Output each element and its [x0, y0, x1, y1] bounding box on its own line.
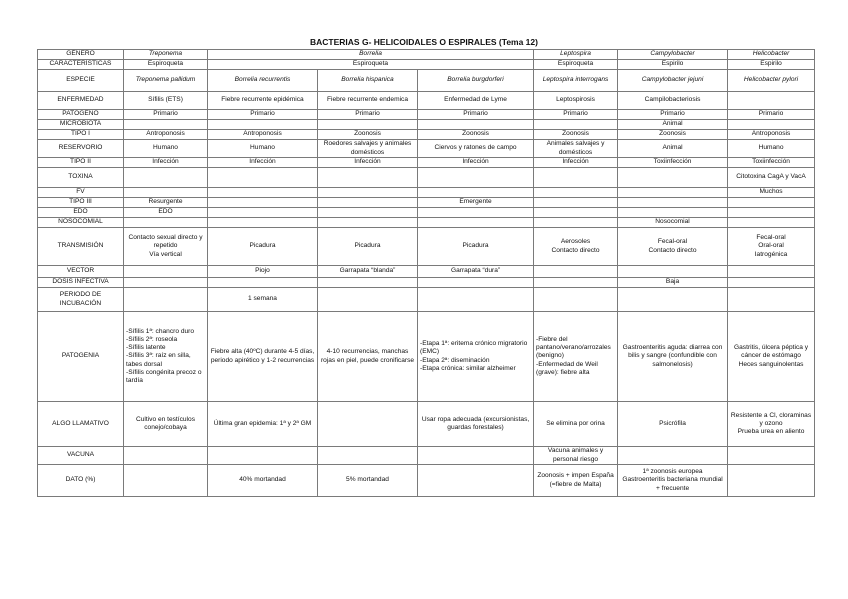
table-cell [728, 198, 815, 208]
row-label: GÉNERO [38, 50, 124, 60]
table-cell: Espiroqueta [124, 60, 208, 70]
row-label: TRANSMISIÓN [38, 228, 124, 266]
table-cell: Fiebre alta (40ºC) durante 4-5 días, periodo apirético y 1-2 recurrencias [208, 312, 318, 402]
table-row [38, 158, 815, 168]
row-label: TOXINA [38, 168, 124, 188]
table-cell: Zoonosis [318, 130, 418, 140]
table-row [38, 218, 815, 228]
row-label: DATO (%) [38, 465, 124, 497]
table-cell: Helicobacter pylori [728, 70, 815, 92]
table-cell: Antroponosis [728, 130, 815, 140]
table-cell: Helicobacter [728, 50, 815, 60]
table-row [38, 70, 815, 92]
table-cell: Borrelia burgdorferi [418, 70, 534, 92]
table-cell: Gastritis, úlcera péptica y cáncer de estómago Heces sanguinolentas [728, 312, 815, 402]
table-cell: Infección [208, 158, 318, 168]
table-cell: Animal [618, 140, 728, 158]
row-label: ESPECIE [38, 70, 124, 92]
table-cell: Humano [728, 140, 815, 158]
row-label: VACUNA [38, 447, 124, 465]
table-cell: Garrapata “dura” [418, 266, 534, 278]
table-cell: 5% mortandad [318, 465, 418, 497]
table-cell: Garrapata “blanda” [318, 266, 418, 278]
row-label: DOSIS INFECTIVA [38, 278, 124, 288]
table-row [38, 198, 815, 208]
row-label: MICROBIOTA [38, 120, 124, 130]
table-cell: Animales salvajes y domésticos [534, 140, 618, 158]
table-cell: Primario [418, 110, 534, 120]
table-cell [618, 188, 728, 198]
table-cell [728, 266, 815, 278]
table-cell: Leptospira interrogans [534, 70, 618, 92]
table-cell [318, 218, 418, 228]
table-cell [124, 218, 208, 228]
row-label: CARACTERÍSTICAS [38, 60, 124, 70]
row-label: VECTOR [38, 266, 124, 278]
table-cell: 1ª zoonosis europea Gastroenteritis bacteriana mundial + frecuente [618, 465, 728, 497]
table-cell [618, 208, 728, 218]
table-cell [534, 278, 618, 288]
table-cell [418, 120, 534, 130]
table-row [38, 208, 815, 218]
table-cell: 40% mortandad [208, 465, 318, 497]
table-cell [208, 208, 318, 218]
table-cell [534, 288, 618, 312]
table-cell: Nosocomial [618, 218, 728, 228]
table-cell [534, 266, 618, 278]
table-cell: Leptospira [534, 50, 618, 60]
table-cell [534, 198, 618, 208]
table-cell [418, 208, 534, 218]
table-row [38, 168, 815, 188]
table-cell: Infección [318, 158, 418, 168]
table-cell [534, 168, 618, 188]
table-cell: Fiebre recurrente epidémica [208, 92, 318, 110]
table-cell: Animal [618, 120, 728, 130]
table-cell [318, 198, 418, 208]
table-cell [124, 188, 208, 198]
table-cell: Usar ropa adecuada (excursionistas, guardas forestales) [418, 402, 534, 447]
table-cell: Gastroenteritis aguda: diarrea con bilis y sangre (confundible con salmonelosis) [618, 312, 728, 402]
table-title: BACTERIAS G- HELICOIDALES O ESPIRALES (Tema 12) [310, 37, 538, 47]
table-cell: Piojo [208, 266, 318, 278]
table-cell: Primario [208, 110, 318, 120]
table-cell [728, 278, 815, 288]
table-cell [728, 120, 815, 130]
table-cell: Espiroqueta [534, 60, 618, 70]
table-cell [728, 208, 815, 218]
row-label: PATÓGENO [38, 110, 124, 120]
table-cell [534, 188, 618, 198]
table-cell [208, 120, 318, 130]
table-row [38, 50, 815, 60]
table-cell: Resurgente [124, 198, 208, 208]
table-row [38, 465, 815, 497]
table-row [38, 130, 815, 140]
table-cell: Borrelia [208, 50, 534, 60]
table-cell: 4-10 recurrencias, manchas rojas en piel, puede cronificarse [318, 312, 418, 402]
table-cell: Borrelia hispanica [318, 70, 418, 92]
table-cell [728, 447, 815, 465]
row-label: TIPO II [38, 158, 124, 168]
table-row [38, 188, 815, 198]
table-cell [318, 168, 418, 188]
table-row [38, 228, 815, 266]
table-cell [618, 447, 728, 465]
table-cell [208, 198, 318, 208]
table-cell: Humano [208, 140, 318, 158]
table-cell: Primario [318, 110, 418, 120]
table-row [38, 278, 815, 288]
table-row [38, 312, 815, 402]
table-cell: Fiebre recurrente endemica [318, 92, 418, 110]
table-cell [618, 266, 728, 278]
table-cell [418, 288, 534, 312]
table-cell [728, 465, 815, 497]
row-label: EDO [38, 208, 124, 218]
table-cell: Espirilo [618, 60, 728, 70]
table-row [38, 60, 815, 70]
table-cell: Roedores salvajes y animales domésticos [318, 140, 418, 158]
table-cell: Antroponosis [124, 130, 208, 140]
table-cell: Sífilis (ETS) [124, 92, 208, 110]
table-cell [418, 447, 534, 465]
table-cell: Campylobacter jejuni [618, 70, 728, 92]
table-cell: 1 semana [208, 288, 318, 312]
table-cell: Zoonosis [618, 130, 728, 140]
row-label: NOSOCOMIAL [38, 218, 124, 228]
row-label: TIPO I [38, 130, 124, 140]
row-label: RESERVORIO [38, 140, 124, 158]
table-cell: Leptospirosis [534, 92, 618, 110]
table-cell [418, 278, 534, 288]
table-cell [124, 288, 208, 312]
table-cell: Psicrófila [618, 402, 728, 447]
table-row [38, 110, 815, 120]
bacteria-table [37, 49, 815, 497]
table-cell: Picadura [318, 228, 418, 266]
table-cell: Citotoxina CagA y VacA [728, 168, 815, 188]
table-cell: Fecal-oral Contacto directo [618, 228, 728, 266]
table-cell [728, 288, 815, 312]
table-cell [124, 278, 208, 288]
table-cell: Treponema pallidum [124, 70, 208, 92]
table-cell: Antroponosis [208, 130, 318, 140]
table-cell: Treponema [124, 50, 208, 60]
table-cell [208, 188, 318, 198]
table-cell [318, 288, 418, 312]
row-label: TIPO III [38, 198, 124, 208]
row-label: PERIODO DE INCUBACIÓN [38, 288, 124, 312]
table-cell [318, 208, 418, 218]
table-row [38, 140, 815, 158]
table-cell: Baja [618, 278, 728, 288]
table-cell [208, 278, 318, 288]
table-cell: Enfermedad de Lyme [418, 92, 534, 110]
table-cell: Toxiinfección [728, 158, 815, 168]
table-cell: Espirilo [728, 60, 815, 70]
table-cell [418, 188, 534, 198]
table-cell: Espiroqueta [208, 60, 534, 70]
table-cell: Campylobacter [618, 50, 728, 60]
table-cell [618, 168, 728, 188]
table-cell [124, 266, 208, 278]
table-cell [418, 465, 534, 497]
table-cell: Muchos [728, 188, 815, 198]
table-cell [124, 120, 208, 130]
table-cell [318, 278, 418, 288]
table-cell: Humano [124, 140, 208, 158]
table-cell: Campilobacteriosis [618, 92, 728, 110]
table-cell [728, 92, 815, 110]
table-row [38, 288, 815, 312]
table-cell [618, 198, 728, 208]
table-cell: Resistente a Cl, cloraminas y ozono Prueba urea en aliento [728, 402, 815, 447]
table-row [38, 266, 815, 278]
table-cell [124, 168, 208, 188]
table-cell: -Fiebre del pantano/verano/arrozales (benigno) -Enfermedad de Weil (grave): fiebre alta [534, 312, 618, 402]
table-cell [418, 218, 534, 228]
table-cell [208, 168, 318, 188]
table-cell: Ciervos y ratones de campo [418, 140, 534, 158]
table-cell: Zoonosis [418, 130, 534, 140]
table-row [38, 402, 815, 447]
table-row [38, 120, 815, 130]
table-cell [124, 447, 208, 465]
table-cell: Infección [534, 158, 618, 168]
table-cell: Picadura [208, 228, 318, 266]
table-cell: Contacto sexual directo y repetido Vía vertical [124, 228, 208, 266]
table-cell [728, 218, 815, 228]
table-cell: Zoonosis [534, 130, 618, 140]
table-row [38, 447, 815, 465]
table-cell [618, 288, 728, 312]
table-cell: Última gran epidemia: 1ª y 2ª GM [208, 402, 318, 447]
table-cell: Zoonosis + impen España (=fiebre de Malta) [534, 465, 618, 497]
table-cell: Vacuna animales y personal riesgo [534, 447, 618, 465]
table-cell: Primario [124, 110, 208, 120]
table-cell [318, 402, 418, 447]
table-cell [534, 120, 618, 130]
table-cell: Emergente [418, 198, 534, 208]
table-cell: Infección [418, 158, 534, 168]
table-cell: Cultivo en testículos conejo/cobaya [124, 402, 208, 447]
table-cell: Infección [124, 158, 208, 168]
table-cell: Se elimina por orina [534, 402, 618, 447]
table-cell: Primario [618, 110, 728, 120]
table-cell: Primario [534, 110, 618, 120]
table-cell: Borrelia recurrentis [208, 70, 318, 92]
table-cell: -Etapa 1ª: eritema crónico migratorio (EMC) -Etapa 2ª: diseminación -Etapa crónica: similar alzheimer [418, 312, 534, 402]
row-label: FV [38, 188, 124, 198]
table-cell [534, 208, 618, 218]
row-label: ENFERMEDAD [38, 92, 124, 110]
table-cell: Primario [728, 110, 815, 120]
table-cell [208, 447, 318, 465]
table-cell: Aerosoles Contacto directo [534, 228, 618, 266]
row-label: PATOGENIA [38, 312, 124, 402]
row-label: ALGO LLAMATIVO [38, 402, 124, 447]
table-cell [318, 120, 418, 130]
table-cell: Fecal-oral Oral-oral Iatrogénica [728, 228, 815, 266]
table-cell: -Sífilis 1ª: chancro duro -Sífilis 2ª: roseola -Sífilis latente -Sífilis 3ª: raíz en silla, tabes dorsal -Sífilis congénita precoz o tardía [124, 312, 208, 402]
table-cell: Toxiinfección [618, 158, 728, 168]
table-cell: EDO [124, 208, 208, 218]
table-cell [318, 188, 418, 198]
table-row [38, 92, 815, 110]
table-cell [534, 218, 618, 228]
table-cell [318, 447, 418, 465]
table-cell: Picadura [418, 228, 534, 266]
table-cell [208, 218, 318, 228]
table-cell [124, 465, 208, 497]
table-cell [418, 168, 534, 188]
